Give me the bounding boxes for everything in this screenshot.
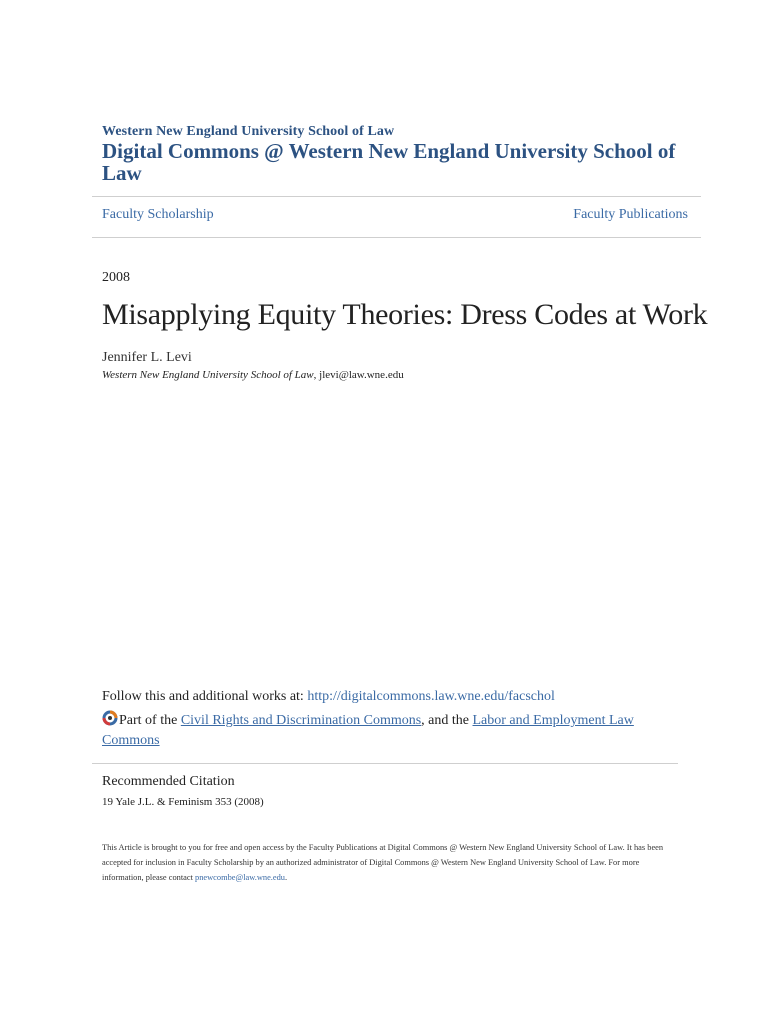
collection-url-link[interactable]: http://digitalcommons.law.wne.edu/facschol (307, 689, 555, 704)
part-of-line (102, 710, 662, 751)
bepress-network-icon (102, 710, 118, 726)
civil-rights-commons-link[interactable]: Civil Rights and Discrimination Commons (180, 713, 422, 728)
author-name: Jennifer L. Levi (102, 350, 192, 365)
nav-divider (92, 237, 701, 238)
repository-name[interactable]: Digital Commons @ Western New England University School of Law (102, 139, 676, 185)
citation-text: 19 Yale J.L. & Feminism 353 (2008) (102, 796, 264, 808)
top-divider (92, 196, 701, 197)
labor-employment-commons-link[interactable]: Labor and Employment Law Commons (102, 713, 634, 748)
author-email: jlevi@law.wne.edu (319, 369, 404, 381)
partof-prefix: Part of the (119, 713, 181, 728)
access-statement-suffix: . (285, 873, 288, 882)
article-title: Misapplying Equity Theories: Dress Codes at Work (102, 298, 708, 331)
contact-email-link[interactable]: pnewcombe@law.wne.edu (195, 873, 285, 882)
affiliation-name: Western New England University School of Law (102, 369, 314, 381)
citation-divider (92, 763, 678, 764)
publication-year: 2008 (102, 270, 130, 285)
access-statement-text: This Article is brought to you for free and open access by the Faculty Publications at Digital Commons @ Western New England University School of Law. It has been accepted for inclusion in Faculty Scholarship by an authorized administrator of Digital Commons @ Western New England University School of Law. For more information, please contact (102, 843, 664, 882)
faculty-publications-link[interactable]: Faculty Publications (573, 207, 688, 222)
follow-line (102, 689, 692, 705)
follow-prefix: Follow this and additional works at: (102, 689, 308, 704)
citation-heading: Recommended Citation (102, 774, 235, 789)
author-affiliation: Western New England University School of Law, jlevi@law.wne.edu (102, 369, 404, 381)
institution-name[interactable]: Western New England University School of Law (102, 124, 395, 139)
access-statement (102, 840, 667, 885)
faculty-scholarship-link[interactable]: Faculty Scholarship (102, 207, 214, 222)
partof-middle: , and the (421, 713, 473, 728)
